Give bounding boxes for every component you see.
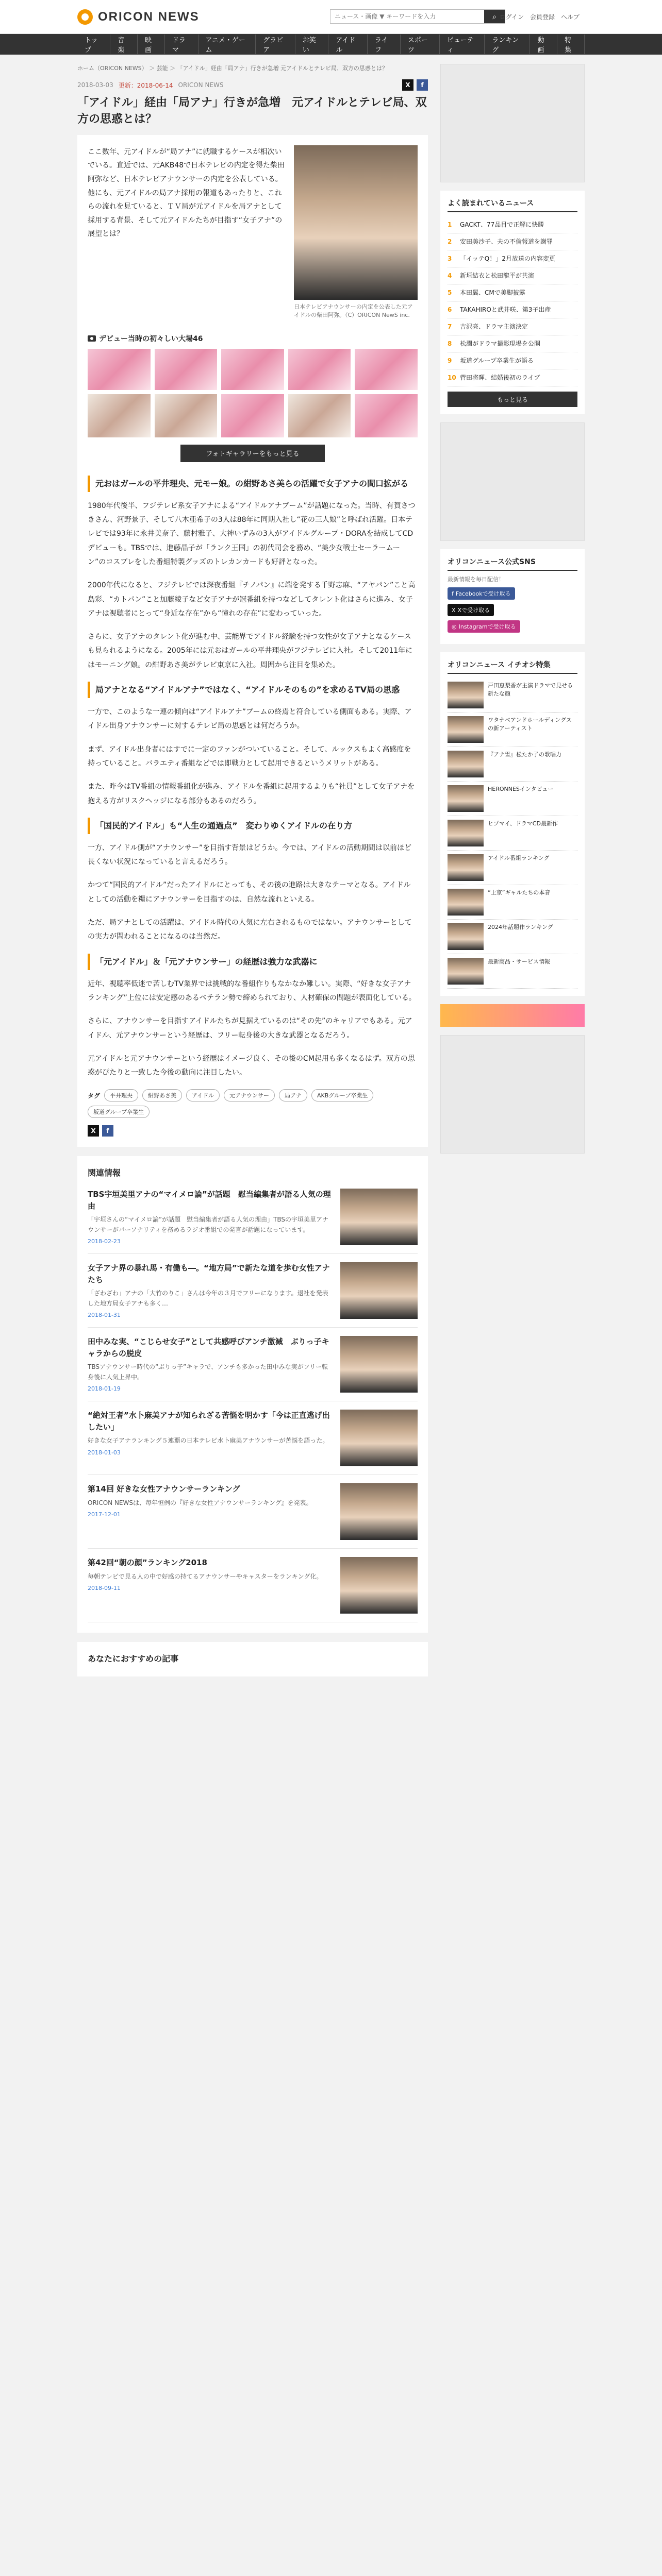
ad-slot[interactable]: [440, 422, 585, 541]
gallery-header: [88, 333, 418, 344]
camera-icon: [88, 335, 96, 342]
pickup-thumb: [448, 923, 484, 950]
update-date: 更新：2018-06-14: [118, 81, 173, 89]
recommend-title: あなたにおすすめの記事: [88, 1654, 179, 1664]
header-links: [500, 12, 580, 21]
nav-item[interactable]: アイドル: [328, 35, 367, 54]
related-item-date: 2017-12-01: [88, 1511, 121, 1518]
tag[interactable]: アイドル: [186, 1089, 220, 1101]
pickup-item[interactable]: HERONNESインタビュー: [448, 782, 577, 816]
ranking-item[interactable]: 8 松潤がドラマ撮影現場を公開: [448, 335, 577, 352]
paragraph: 元アイドルと元アナウンサーという経歴はイメージ良く、その後のCM起用も多くなるはず。双方の思惑がぴたりと一致した今後の動向に注目したい。: [88, 1054, 415, 1077]
x-icon: X: [452, 606, 456, 614]
site-header: [0, 0, 662, 34]
related-item-desc: 「ざわざわ」アナの「大竹のりこ」さんは今年の３月でフリーになります。退社を発表した地方局女子アナも多く…: [88, 1290, 328, 1307]
related-item-thumb: [340, 1262, 418, 1319]
share-x-icon[interactable]: X: [88, 1125, 99, 1137]
tag[interactable]: 紺野あさ美: [142, 1089, 182, 1101]
ranking-item-text: 松潤がドラマ撮影現場を公開: [460, 340, 541, 347]
facebook-icon: f: [452, 590, 454, 597]
related-item-thumb: [340, 1483, 418, 1540]
search-input[interactable]: [330, 10, 484, 23]
signup-link[interactable]: 会員登録: [529, 13, 555, 21]
gallery-thumb[interactable]: [355, 349, 418, 390]
instagram-icon: ◎: [452, 623, 457, 630]
ranking-more-button[interactable]: もっと見る: [448, 392, 577, 407]
related-articles: [77, 1156, 428, 1633]
paragraph: かつて“国民的アイドル”だったアイドルにとっても、その後の進路は大きなテーマとなる。アイドルとしての活動を糧にアナウンサーを目指すのは、自然な流れといえる。: [88, 881, 411, 904]
nav-item[interactable]: お笑い: [295, 35, 329, 54]
nav-item[interactable]: 特集: [557, 35, 585, 54]
share-facebook-icon[interactable]: f: [102, 1125, 113, 1137]
section-heading: 「国民的アイドル」も“人生の通過点” 変わりゆくアイドルの在り方: [88, 818, 418, 834]
ranking-widget: [440, 191, 585, 414]
pickup-thumb: [448, 751, 484, 777]
share-facebook-icon[interactable]: f: [417, 79, 428, 91]
ranking-item-text: 菅田将暉、結婚後初のライブ: [460, 374, 540, 381]
ranking-item[interactable]: 3 「イッテQ！」2月放送の内容変更: [448, 250, 577, 267]
related-item-desc: 好きな女子アナランキング５連覇の日本テレビ水卜麻美アナウンサーが苦悩を語った。: [88, 1437, 329, 1445]
related-item-title: 女子アナ界の暴れ馬・有働も―。“地方局”で新たな道を歩む女性アナたち: [88, 1263, 330, 1284]
nav-item[interactable]: グラビア: [256, 35, 295, 54]
related-item-date: 2018-09-11: [88, 1585, 121, 1592]
promo-banner[interactable]: [440, 1004, 585, 1027]
related-item-title: 第14回 好きな女性アナウンサーランキング: [88, 1484, 240, 1494]
instagram-follow-button[interactable]: ◎ Instagramで受け取る: [448, 620, 520, 633]
publish-date: 2018-03-03: [77, 81, 113, 89]
sns-widget: [440, 549, 585, 644]
ranking-item-text: 坂道グループ卒業生が語る: [460, 357, 534, 364]
related-item-thumb: [340, 1410, 418, 1466]
nav-item[interactable]: ライフ: [368, 35, 401, 54]
tag-list: [88, 1089, 418, 1118]
paragraph: ただ、局アナとしての活躍は、アイドル時代の人気に左右されるものではない。アナウンサーとしての実力が問われることになるのは当然だ。: [88, 919, 412, 941]
global-nav: [0, 34, 662, 55]
article-title: 「アイドル」経由「局アナ」行きが急増 元アイドルとテレビ局、双方の思惑とは？: [77, 96, 427, 126]
nav-item[interactable]: アニメ・ゲーム: [198, 35, 256, 54]
article-source: ORICON NEWS: [178, 81, 224, 89]
related-item-title: 第42回“朝の顔”ランキング2018: [88, 1558, 207, 1568]
ranking-item[interactable]: 7 吉沢亮、ドラマ主演決定: [448, 318, 577, 335]
tag[interactable]: 坂道グループ卒業生: [88, 1106, 150, 1118]
ranking-item-text: 「イッテQ！」2月放送の内容変更: [460, 255, 555, 262]
gallery-thumb[interactable]: [155, 394, 218, 437]
pickup-thumb: [448, 716, 484, 743]
paragraph: また、昨今はTV番組の情報番組化が進み、アイドルを番組に起用するよりも“社員”として女子アナを抱える方がリスクヘッジになる部分もあるのだろう。: [88, 783, 415, 805]
nav-item[interactable]: 動画: [530, 35, 557, 54]
related-item-title: 田中みな実、“こじらせ女子”として共感呼びアンチ激減 ぶりっ子キャラからの脱皮: [88, 1337, 329, 1358]
lead-block: [88, 145, 418, 320]
section-heading: 局アナとなる“アイドルアナ”ではなく、“アイドルそのもの”を求めるTV局の思惑: [88, 682, 418, 698]
related-item-desc: ORICON NEWSは、毎年恒例の『好きな女性アナウンサーランキング』を発表。: [88, 1499, 312, 1506]
related-item-thumb: [340, 1189, 418, 1245]
pickup-thumb: [448, 958, 484, 985]
article-sections: [88, 476, 418, 1080]
paragraph: まず、アイドル出身者にはすでに一定のファンがついていること。そして、ルックスもよく高感度を持っていること。バラエティ番組などでは即戦力として起用できるというメリットがある。: [88, 745, 411, 768]
article-meta: [77, 79, 428, 91]
paragraph: 一方で、このような一連の傾向は“アイドルアナ”ブームの終焉と符合している側面もある。実際、アイドル出身アナウンサーに対するテレビ局の思惑とは何だろうか。: [88, 708, 412, 731]
nav-item[interactable]: 映画: [138, 35, 165, 54]
breadcrumb[interactable]: ホーム（ORICON NEWS） ＞ 芸能 ＞ 「アイドル」経由「局アナ」行きが急増 元アイドルとテレビ局、双方の思惑とは？: [77, 65, 388, 72]
related-item-thumb: [340, 1336, 418, 1393]
gallery-thumb[interactable]: [221, 394, 284, 437]
gallery-title: デビュー当時の初々しい大場46: [99, 334, 203, 343]
pickup-item[interactable]: “上京”ギャルたちの本音: [448, 885, 577, 920]
sns-subtitle: 最新情報を毎日配信！: [448, 576, 504, 583]
related-item[interactable]: [88, 1180, 418, 1254]
paragraph: 一方、アイドル側が“アナウンサー”を目指す背景はどうか。今では、アイドルの活動期間は以前ほど長くない状況になっていると言えるだろう。: [88, 843, 411, 867]
related-item[interactable]: [88, 1328, 418, 1401]
oricon-logo-icon: [77, 9, 93, 25]
pickup-item[interactable]: 戸田恵梨香が主演ドラマで見せる新たな顔: [448, 678, 577, 713]
search-box: [330, 9, 505, 24]
paragraph: 近年、視聴率低迷で苦しむTV業界では挑戦的な番組作りもなかなか難しい。実際、“好きな女子アナランキング”上位には安定感のあるベテラン勢で締められており、人材確保の問題が表面化している。: [88, 979, 416, 1002]
login-link[interactable]: ログイン: [499, 13, 524, 21]
ranking-item-text: 吉沢亮、ドラマ主演決定: [460, 323, 528, 330]
section-heading: 元おはガールの平井理央、元モー娘。の紺野あさ美らの活躍で女子アナの間口拡がる: [88, 476, 418, 492]
related-item-date: 2018-01-19: [88, 1385, 121, 1392]
x-follow-button[interactable]: X Xで受け取る: [448, 604, 494, 616]
ranking-item[interactable]: 4 新垣結衣と松田龍平が共演: [448, 267, 577, 284]
pickup-thumb: [448, 785, 484, 812]
sidebar: [440, 64, 585, 1686]
gallery-thumb[interactable]: [221, 349, 284, 390]
related-item[interactable]: [88, 1549, 418, 1622]
ranking-item[interactable]: 5 本田翼、CMで美脚披露: [448, 284, 577, 301]
related-item[interactable]: [88, 1475, 418, 1549]
ranking-title: よく読まれているニュース: [448, 198, 577, 212]
pickup-widget: [440, 652, 585, 996]
ranking-item[interactable]: 9 坂道グループ卒業生が語る: [448, 352, 577, 369]
bottom-share: [88, 1125, 418, 1137]
gallery-thumb[interactable]: [88, 349, 151, 390]
gallery-thumb[interactable]: [288, 394, 351, 437]
pickup-item[interactable]: アイドル番組ランキング: [448, 851, 577, 885]
gallery-thumbs: [88, 349, 418, 437]
pickup-thumb: [448, 682, 484, 708]
ranking-item[interactable]: 2 安田美沙子、夫の不倫報道を謝罪: [448, 233, 577, 250]
ranking-item[interactable]: 10 菅田将暉、結婚後初のライブ: [448, 369, 577, 386]
related-item[interactable]: [88, 1401, 418, 1475]
tag[interactable]: 平井理央: [104, 1089, 138, 1101]
lead-text: ここ数年、元アイドルが“局アナ”に就職するケースが相次いでいる。直近では、元AKB48で日本テレビの内定を得た柴田阿弥など、日本テレビアナウンサーの内定を公表している。他にも、元アイドルの局アナ採用の報道もあったりと、これらの流れを見ていると、ＴＶ局が元アイドルを局アナとして採用する背景、そして元アイドルたちが目指す“女子アナ”の展望とは？: [88, 147, 285, 239]
nav-item[interactable]: ドラマ: [165, 35, 198, 54]
nav-item[interactable]: ランキング: [485, 35, 530, 54]
pickup-item[interactable]: ヒプマイ、ドラマCD最新作: [448, 816, 577, 851]
ranking-item-text: 新垣結衣と松田龍平が共演: [460, 272, 535, 279]
recommend-block: [77, 1642, 428, 1676]
site-logo[interactable]: [77, 9, 200, 25]
related-item-date: 2018-01-03: [88, 1449, 121, 1456]
pickup-title: オリコンニュース イチオシ特集: [448, 659, 577, 674]
related-item-title: “絶対王者”水卜麻美アナが知られざる苦悩を明かす「今は正直逃げ出したい」: [88, 1411, 330, 1432]
tag[interactable]: 局アナ: [279, 1089, 307, 1101]
related-item-thumb: [340, 1557, 418, 1614]
paragraph: さらに、アナウンサーを目指すアイドルたちが見据えているのは“その先”のキャリアでもある。元アイドル、元アナウンサーという経歴は、フリー転身後の大きな武器となるだろう。: [88, 1017, 412, 1040]
tag[interactable]: 元アナウンサー: [224, 1089, 275, 1101]
sns-title: オリコンニュース公式SNS: [448, 556, 577, 571]
related-item-title: TBS宇垣美里アナの“マイメロ論”が話題 慰当編集者が語る人気の理由: [88, 1190, 331, 1211]
paragraph: 2000年代になると、フジテレビでは深夜番組『チノパン』に端を発する千野志麻、“アヤパン”こと高島彩、“カトパン”こと加藤綾子など女子アナが冠番組を持つなどしてタレント化はさらに進み、女子アナは視聴者にとって“身近な存在”から“憧れの存在”に変わっていった。: [88, 581, 416, 618]
related-item[interactable]: [88, 1254, 418, 1328]
tag[interactable]: AKBグループ卒業生: [311, 1089, 373, 1101]
tag-label: タグ: [88, 1092, 101, 1099]
ranking-item[interactable]: 1 GACKT、77品目で正解に快勝: [448, 216, 577, 233]
related-item-date: 2018-01-31: [88, 1311, 121, 1318]
photo-caption: 日本テレビアナウンサーの内定を公表した元アイドルの柴田阿弥。（C）ORICON NewS inc.: [294, 303, 413, 319]
photo-gallery: [88, 333, 418, 462]
ranking-item-text: 本田翼、CMで美脚披露: [460, 289, 525, 296]
main-column: [77, 64, 428, 1686]
related-item-desc: 毎朝テレビで見る人の中で好感の持てるアナウンサーやキャスターをランキング化。: [88, 1572, 323, 1580]
pickup-thumb: [448, 854, 484, 881]
nav-item[interactable]: 音楽: [110, 35, 138, 54]
related-item-desc: TBSアナウンサー時代の“ぶりっ子”キャラで、アンチも多かった田中みな実がフリー転身後に人気上昇中。: [88, 1363, 328, 1381]
pickup-item[interactable]: ワタナベアンドホールディングスの新アーティスト: [448, 713, 577, 747]
ranking-item[interactable]: 6 TAKAHIROと武井咲、第3子出産: [448, 301, 577, 318]
gallery-thumb[interactable]: [155, 349, 218, 390]
help-link[interactable]: ヘルプ: [560, 13, 580, 21]
ad-slot[interactable]: [440, 64, 585, 182]
ranking-item-text: GACKT、77品目で正解に快勝: [460, 221, 544, 228]
ranking-item-text: 安田美沙子、夫の不倫報道を謝罪: [460, 238, 553, 245]
pickup-item[interactable]: 最新商品・サービス情報: [448, 954, 577, 989]
pickup-thumb: [448, 889, 484, 916]
ranking-item-text: TAKAHIROと武井咲、第3子出産: [460, 306, 551, 313]
gallery-more-button[interactable]: フォトギャラリーをもっと見る: [180, 445, 325, 462]
share-x-icon[interactable]: X: [402, 79, 413, 91]
nav-item[interactable]: ビューティ: [440, 35, 485, 54]
gallery-thumb[interactable]: [88, 394, 151, 437]
paragraph: さらに、女子アナのタレント化が進む中、芸能界でアイドル経験を持つ女性が女子アナとなるケースも見られるようになる。2005年には元おはガールの平井理央がフジテレビに入社。そして2011年にはモーニング娘。の紺野あさ美がテレビ東京に入社。周囲から注目を集めた。: [88, 633, 413, 669]
lead-figure: [294, 145, 418, 320]
related-item-date: 2018-02-23: [88, 1238, 121, 1245]
pickup-thumb: [448, 820, 484, 846]
nav-item[interactable]: トップ: [77, 35, 110, 54]
article-body: [77, 135, 428, 1147]
related-item-desc: 「宇垣さんの“マイメロ論”が話題 慰当編集者が語る人気の理由」TBSの宇垣美里アナウンサーがパーソナリティを務めるラジオ番組での発言が話題になっています。: [88, 1216, 329, 1233]
related-title: 関連情報: [88, 1168, 121, 1178]
section-heading: 「元アイドル」＆「元アナウンサー」の経歴は強力な武器に: [88, 954, 418, 970]
gallery-thumb[interactable]: [288, 349, 351, 390]
search-icon: ⌕: [492, 12, 496, 21]
gallery-thumb[interactable]: [355, 394, 418, 437]
paragraph: 1980年代後半、フジテレビ系女子アナによる“アイドルアナブーム”が話題になった。当時、有賀さつきさん、河野景子、そして八木亜希子の3人は88年に同期入社し“花の三人娘”と呼ばれ活躍。日本テレビでは93年に永井美奈子、藤村雅子、大神いずみの3人がアイドルグループ・DORAを結成してCDデビューも。TBSでは、進藤晶子が「ランク王国」の初代司会を務め、“美少女戦士セーラームーン”のコスプレをした番組特製グッズのトレカンカードも好評となった。: [88, 501, 416, 566]
nav-item[interactable]: スポーツ: [401, 35, 440, 54]
pickup-item[interactable]: 2024年話題作ランキング: [448, 920, 577, 954]
facebook-follow-button[interactable]: f Facebookで受け取る: [448, 587, 515, 600]
ad-slot[interactable]: [440, 1035, 585, 1154]
lead-photo[interactable]: [294, 145, 418, 300]
pickup-item[interactable]: 『アナ雪』松たか子の歌唱力: [448, 747, 577, 782]
logo-text: ORICON NEWS: [98, 10, 200, 24]
